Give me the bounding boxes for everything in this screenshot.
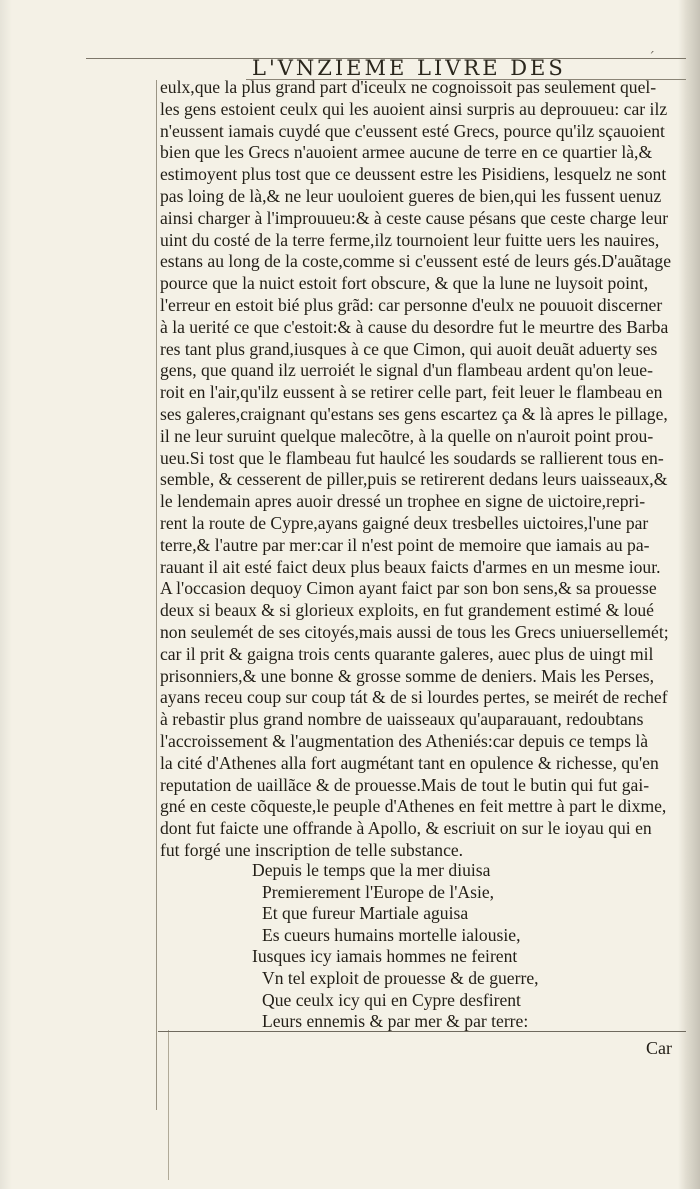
running-head: L'VNZIEME LIVRE DES: [252, 56, 566, 80]
verse-inscription: [252, 860, 612, 1033]
text-line: gens, que quand ilz uerroiét le signal d'un flambeau ardent qu'on leue-: [160, 360, 653, 381]
text-line: la cité d'Athenes alla fort augmétant tant en opulence & richesse, qu'en: [160, 752, 659, 773]
left-lower-rule: [168, 1030, 169, 1180]
text-line: reputation de uaillãce & de prouesse.Mais de tout le butin qui fut gai-: [160, 774, 650, 795]
text-line: estimoyent plus tost que ce deussent estre les Pisidiens, lesquelz ne sont: [160, 164, 667, 185]
text-line: roit en l'air,qu'ilz eussent à se retirer celle part, feit leuer le flambeau en: [160, 382, 663, 403]
text-line: l'erreur en estoit bié plus grãd: car personne d'eulx ne pouuoit discerner: [160, 294, 663, 315]
text-line: terre,& l'autre par mer:car il n'est point de memoire que iamais au pa-: [160, 534, 650, 555]
verse-line: Depuis le temps que la mer diuisa: [252, 860, 491, 880]
verse-line: Que ceulx icy qui en Cypre desfirent: [262, 989, 521, 1010]
text-line: à rebastir plus grand nombre de uaisseaux qu'auparauant, redoubtans: [160, 709, 644, 730]
text-line: pource que la nuict estoit fort obscure, & que la lune ne luysoit point,: [160, 273, 649, 294]
text-line: ses galeres,craignant qu'estans ses gens escartez ça & là apres le pillage,: [160, 403, 668, 424]
text-line: l'accroissement & l'augmentation des Atheniés:car depuis ce temps là: [160, 730, 649, 751]
verse-line: Leurs ennemis & par mer & par terre:: [262, 1011, 529, 1032]
text-line: ayans receu coup sur coup tát & de si lourdes pertes, se meirét de rechef: [160, 687, 668, 708]
left-margin-rule: [156, 80, 157, 1110]
text-line: il ne leur suruint quelque malecõtre, à la quelle on n'auroit point prou-: [160, 425, 654, 446]
text-line: n'eussent iamais cuydé que c'eussent esté Grecs, pource qu'ilz sçauoient: [160, 120, 665, 141]
text-line: deux si beaux & si glorieux exploits, en fut grandement estimé & loué: [160, 600, 654, 621]
text-line: rauant il ait esté faict deux plus beaux faicts d'armes en un mesme iour.: [160, 556, 661, 577]
verse-line: Es cueurs humains mortelle ialousie,: [262, 924, 521, 945]
text-line: ainsi charger à l'improuueu:& à ceste cause pésans que ceste charge leur: [160, 207, 669, 228]
text-line: fut forgé une inscription de telle substance.: [160, 839, 464, 860]
text-line: ueu.Si tost que le flambeau fut haulcé les soudards se rallierent tous en-: [160, 447, 664, 468]
body-text: [160, 77, 680, 862]
text-line: gné en ceste cõqueste,le peuple d'Athenes en feit mettre à part le dixme,: [160, 796, 667, 817]
text-line: car il prit & gaigna trois cents quarante galeres, auec plus de uingt mil: [160, 643, 654, 664]
text-line: les gens estoient ceulx qui les auoient ainsi surpris au deprouueu: car ilz: [160, 98, 668, 119]
text-line: le lendemain apres auoir dressé un trophee en signe de uictoire,repri-: [160, 491, 646, 512]
text-line: bien que les Grecs n'auoient armee aucune de terre en ce quartier là,&: [160, 142, 653, 163]
margin-mark: ´: [648, 50, 655, 66]
text-line: uint du costé de la terre ferme,ilz tournoient leur fuitte uers les nauires,: [160, 229, 660, 250]
catchword: Car: [646, 1038, 672, 1058]
text-line: estans au long de la coste,comme si c'eussent esté de leurs gés.D'auãtage: [160, 251, 672, 272]
verse-line: Premierement l'Europe de l'Asie,: [262, 881, 495, 902]
text-line: prisonniers,& une bonne & grosse somme de deniers. Mais les Perses,: [160, 665, 655, 686]
text-line: semble, & cesserent de piller,puis se retirerent dedans leurs uaisseaux,&: [160, 469, 668, 490]
text-line: dont fut faicte une offrande à Apollo, & escriuit on sur le ioyau qui en: [160, 818, 652, 839]
text-line: pas loing de là,& ne leur uouloient gueres de bien,qui les fussent uenuz: [160, 185, 662, 206]
text-line: rent la route de Cypre,ayans gaigné deux tresbelles uictoires,l'une par: [160, 512, 649, 533]
verse-line: Iusques icy iamais hommes ne feirent: [252, 946, 518, 967]
text-line: non seulemét de ses citoyés,mais aussi de tous les Grecs uniuersellemét;: [160, 621, 669, 642]
verse-line: Et que fureur Martiale aguisa: [262, 903, 469, 924]
page-edge-shadow: [678, 0, 700, 1189]
text-line: eulx,que la plus grand part d'iceulx ne cognoissoit pas seulement quel-: [160, 77, 657, 97]
text-line: res tant plus grand,iusques à ce que Cimon, qui auoit deuãt aduerty ses: [160, 338, 658, 359]
verse-line: Vn tel exploit de prouesse & de guerre,: [262, 967, 539, 988]
text-line: à la uerité ce que c'estoit:& à cause du desordre fut le meurtre des Barba: [160, 316, 669, 337]
text-line: A l'occasion dequoy Cimon ayant faict par son bon sens,& sa prouesse: [160, 578, 657, 599]
